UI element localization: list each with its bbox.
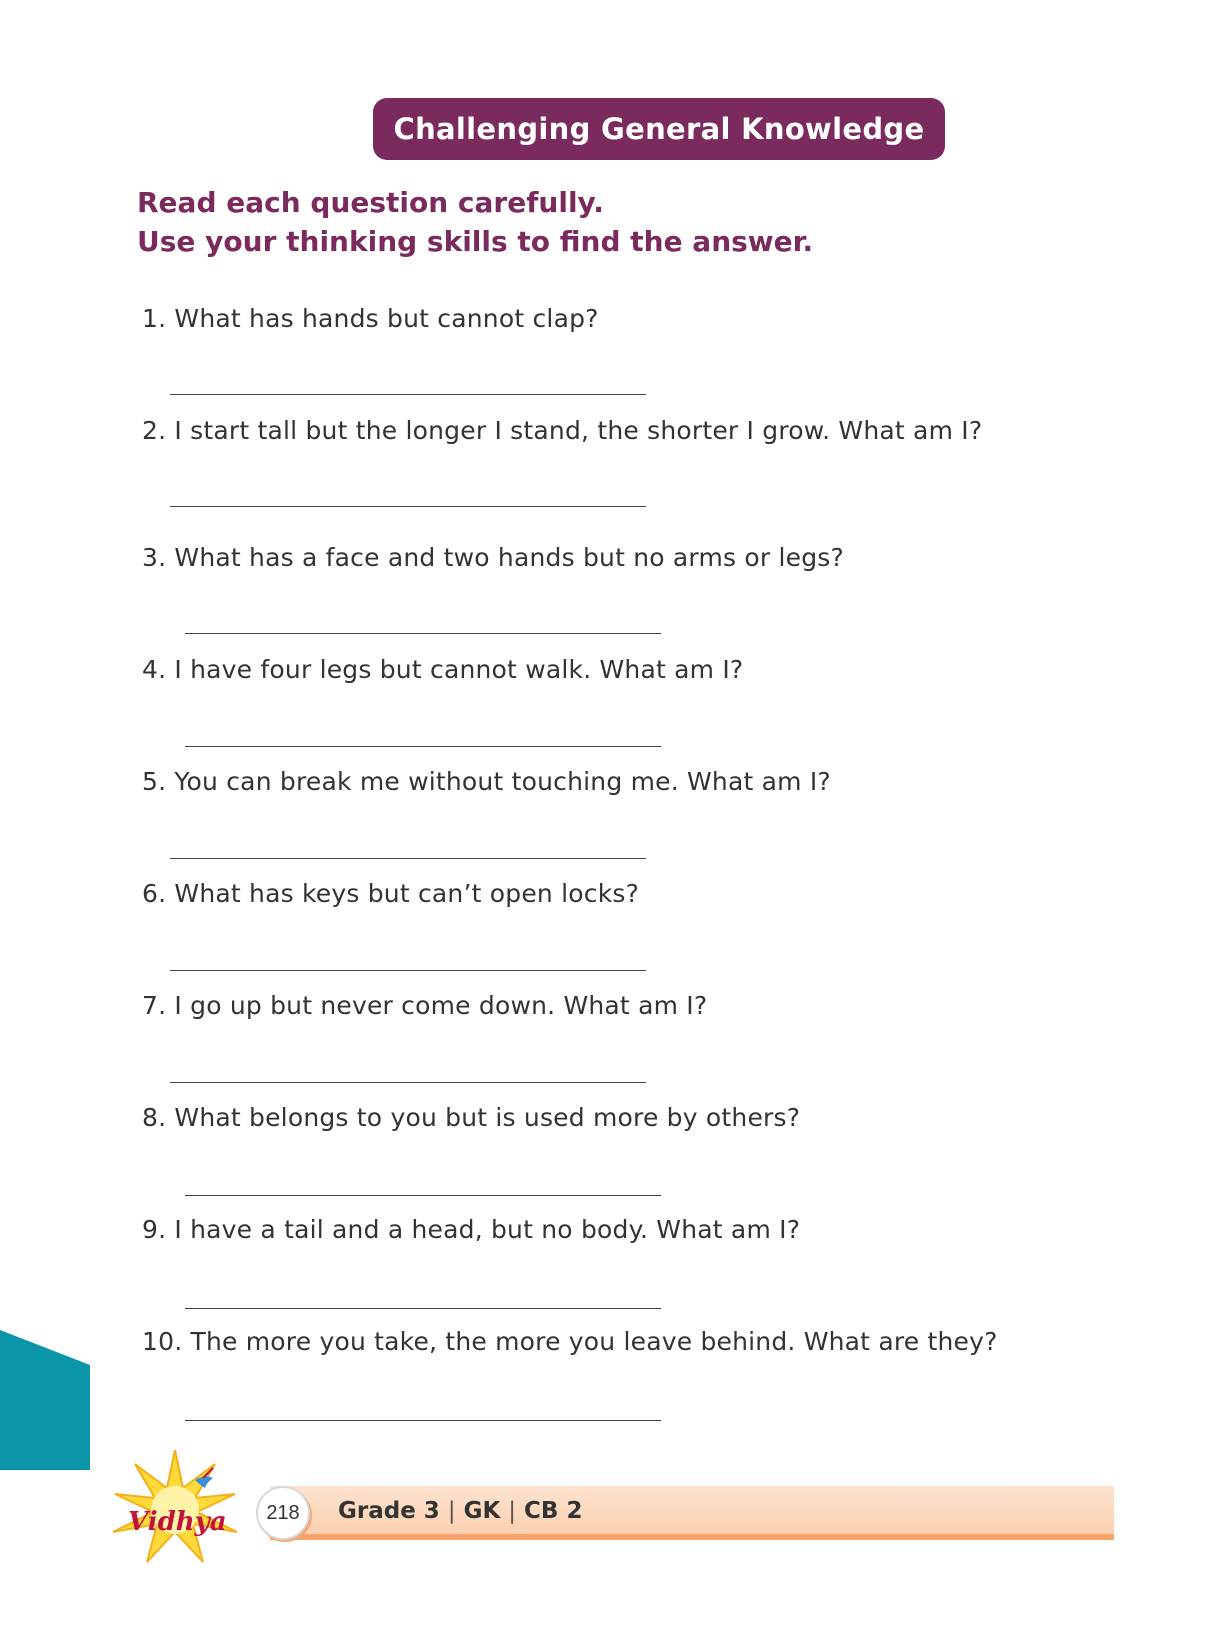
answer-line-9[interactable] xyxy=(185,1308,661,1309)
question-8: 8. What belongs to you but is used more by others? xyxy=(142,1103,801,1132)
question-9: 9. I have a tail and a head, but no body. What am I? xyxy=(142,1215,801,1244)
question-5: 5. You can break me without touching me. What am I? xyxy=(142,767,831,796)
answer-line-4[interactable] xyxy=(185,746,661,747)
page-number: 218 xyxy=(256,1486,310,1540)
sun-burst-icon xyxy=(113,1450,237,1562)
instruction-line-1: Read each question carefully. xyxy=(137,186,604,219)
footer-separator-2: | xyxy=(508,1498,517,1524)
answer-line-1[interactable] xyxy=(170,394,646,395)
page-title-banner: Challenging General Knowledge xyxy=(373,98,945,160)
answer-line-3[interactable] xyxy=(185,633,661,634)
logo-text: Vidhya xyxy=(128,1507,227,1537)
instruction-line-2: Use your thinking skills to find the answer. xyxy=(137,225,814,258)
footer-separator-1: | xyxy=(447,1498,456,1524)
page-edge-tab xyxy=(0,1330,90,1470)
answer-line-7[interactable] xyxy=(170,1082,646,1083)
question-1: 1. What has hands but cannot clap? xyxy=(142,304,599,333)
footer-subject: GK xyxy=(463,1498,501,1524)
answer-line-2[interactable] xyxy=(170,506,646,507)
answer-line-6[interactable] xyxy=(170,970,646,971)
answer-line-8[interactable] xyxy=(185,1195,661,1196)
footer-label xyxy=(338,1495,582,1527)
footer-book: CB 2 xyxy=(524,1498,583,1524)
instructions xyxy=(137,183,813,261)
question-10: 10. The more you take, the more you leave behind. What are they? xyxy=(142,1327,998,1356)
answer-line-5[interactable] xyxy=(170,858,646,859)
question-3: 3. What has a face and two hands but no arms or legs? xyxy=(142,543,844,572)
question-2: 2. I start tall but the longer I stand, the shorter I grow. What am I? xyxy=(142,416,983,445)
answer-line-10[interactable] xyxy=(185,1420,661,1421)
question-4: 4. I have four legs but cannot walk. What am I? xyxy=(142,655,744,684)
question-7: 7. I go up but never come down. What am I? xyxy=(142,991,708,1020)
footer-grade: Grade 3 xyxy=(338,1498,440,1524)
question-6: 6. What has keys but can’t open locks? xyxy=(142,879,640,908)
